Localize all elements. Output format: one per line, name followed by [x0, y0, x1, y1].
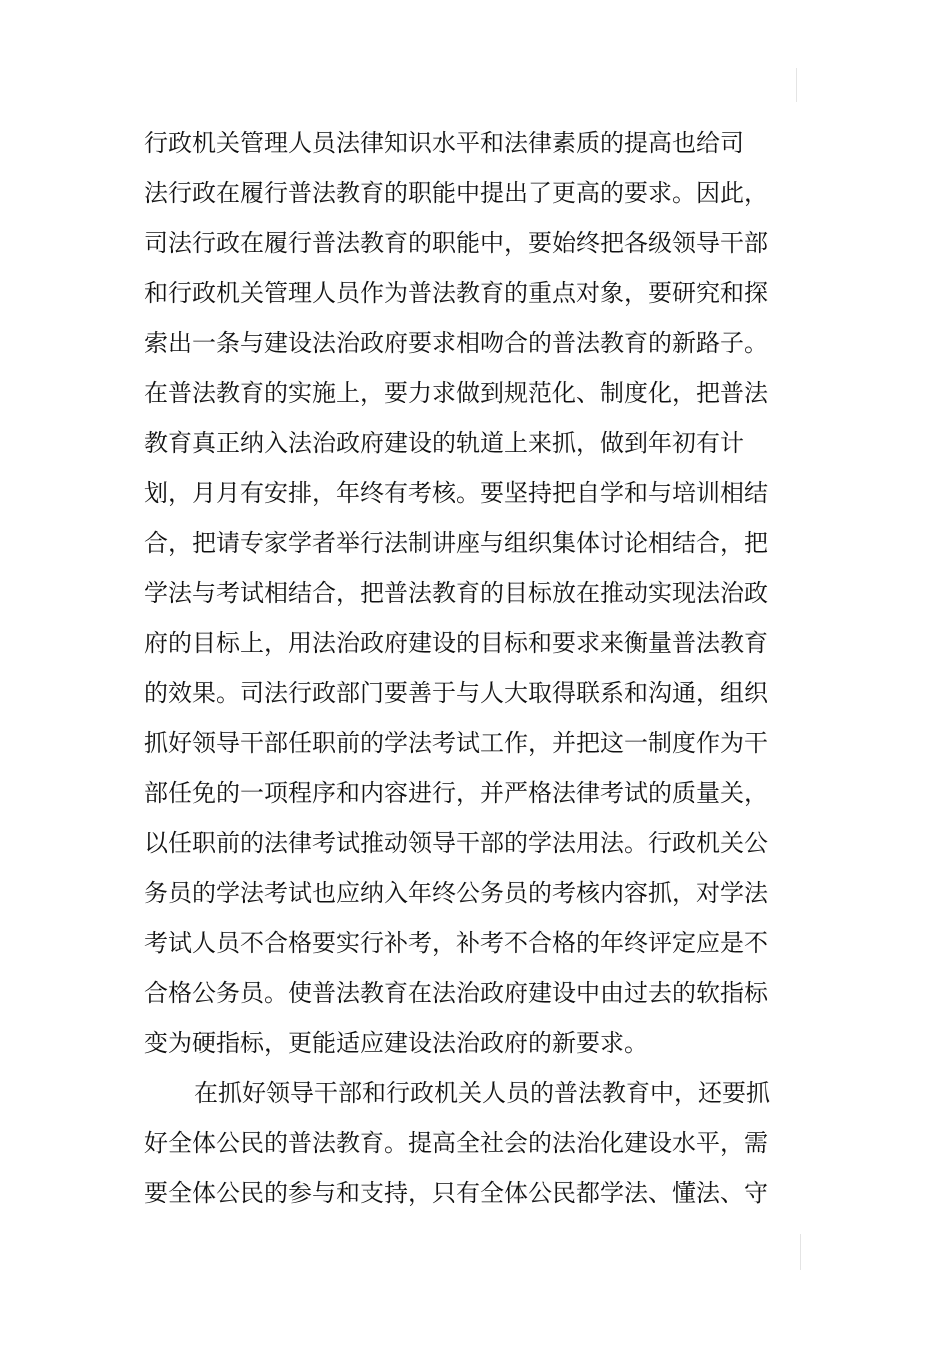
text-line: 在普法教育的实施上，要力求做到规范化、制度化，把普法: [144, 379, 768, 407]
text-line: 和行政机关管理人员作为普法教育的重点对象，要研究和探: [144, 279, 768, 307]
text-line: 合，把请专家学者举行法制讲座与组织集体讨论相结合，把: [144, 529, 768, 557]
document-body: [144, 118, 770, 1218]
text-line: 好全体公民的普法教育。提高全社会的法治化建设水平，需: [144, 1129, 768, 1157]
text-line: 变为硬指标，更能适应建设法治政府的新要求。: [144, 1029, 648, 1057]
text-line: 要全体公民的参与和支持，只有全体公民都学法、懂法、守: [144, 1179, 768, 1207]
text-line: 考试人员不合格要实行补考，补考不合格的年终评定应是不: [144, 929, 768, 957]
text-line: 府的目标上，用法治政府建设的目标和要求来衡量普法教育: [144, 629, 768, 657]
text-line: 法行政在履行普法教育的职能中提出了更高的要求。因此，: [144, 179, 768, 207]
text-line: 行政机关管理人员法律知识水平和法律素质的提高也给司: [144, 129, 744, 157]
text-line: 教育真正纳入法治政府建设的轨道上来抓，做到年初有计: [144, 429, 744, 457]
text-line: 部任免的一项程序和内容进行，并严格法律考试的质量关，: [144, 779, 768, 807]
paragraph-2: [144, 1068, 770, 1218]
text-line: 在抓好领导干部和行政机关人员的普法教育中，还要抓: [194, 1079, 770, 1107]
page-corner-mark-top: [796, 68, 797, 102]
page-corner-mark-bottom: [800, 1234, 801, 1270]
text-line: 抓好领导干部任职前的学法考试工作，并把这一制度作为干: [144, 729, 768, 757]
text-line: 的效果。司法行政部门要善于与人大取得联系和沟通，组织: [144, 679, 768, 707]
text-line: 以任职前的法律考试推动领导干部的学法用法。行政机关公: [144, 829, 768, 857]
text-line: 合格公务员。使普法教育在法治政府建设中由过去的软指标: [144, 979, 768, 1007]
text-line: 学法与考试相结合，把普法教育的目标放在推动实现法治政: [144, 579, 768, 607]
paragraph-1: [144, 118, 768, 1068]
text-line: 划，月月有安排，年终有考核。要坚持把自学和与培训相结: [144, 479, 768, 507]
text-line: 索出一条与建设法治政府要求相吻合的普法教育的新路子。: [144, 329, 768, 357]
text-line: 务员的学法考试也应纳入年终公务员的考核内容抓，对学法: [144, 879, 768, 907]
text-line: 司法行政在履行普法教育的职能中，要始终把各级领导干部: [144, 229, 768, 257]
